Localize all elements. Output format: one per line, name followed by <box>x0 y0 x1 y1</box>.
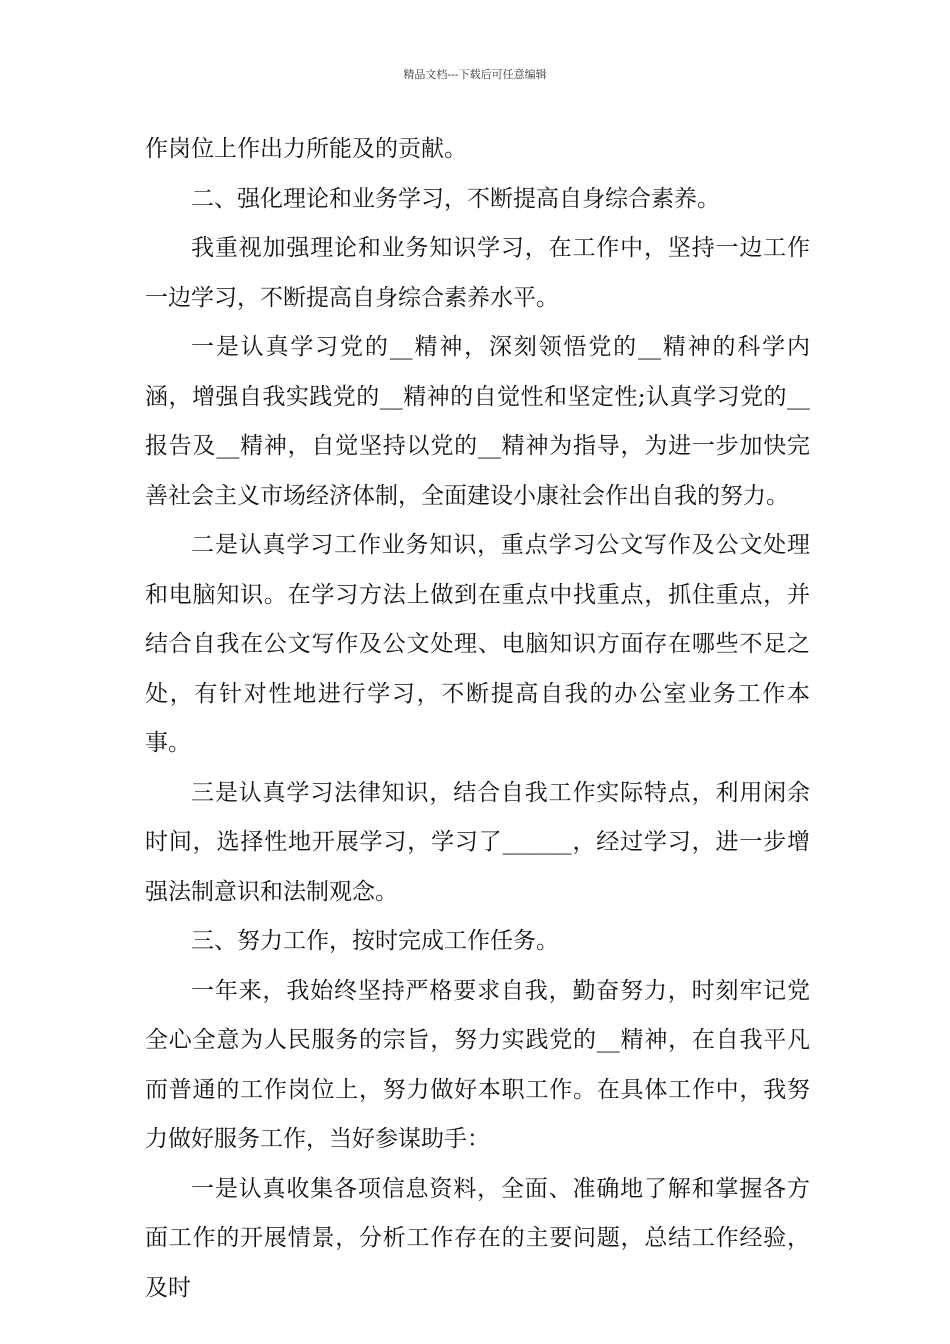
paragraph-8: 一年来，我始终坚持严格要求自我，勤奋努力，时刻牢记党全心全意为人民服务的宗旨，努力实践党的__精神，在自我平凡而普通的工作岗位上，努力做好本职工作。在具体工作中，我努力做好服务工作，当好参谋助手： <box>145 977 810 1152</box>
paragraph-6: 三是认真学习法律知识，结合自我工作实际特点，利用闲余时间，选择性地开展学习，学习了______，经过学习，进一步增强法制意识和法制观念。 <box>145 779 810 905</box>
page-header: 精品文档---下载后可任意编辑 <box>403 68 547 81</box>
section-heading-2: 二、强化理论和业务学习，不断提高自身综合素养。 <box>191 185 720 212</box>
section-heading-3: 三、努力工作，按时完成工作任务。 <box>191 928 559 954</box>
paragraph-5: 二是认真学习工作业务知识，重点学习公文写作及公文处理和电脑知识。在学习方法上做到在重点中找重点，抓住重点，并结合自我在公文写作及公文处理、电脑知识方面存在哪些不足之处，有针对性地进行学习，不断提高自我的办公室业务工作本事。 <box>145 532 810 756</box>
document-body <box>145 125 810 1313</box>
paragraph-4: 一是认真学习党的__精神，深刻领悟党的__精神的科学内涵，增强自我实践党的__精神的自觉性和坚定性;认真学习党的__报告及__精神，自觉坚持以党的__精神为指导，为进一步加快完善社会主义市场经济体制，全面建设小康社会作出自我的努力。 <box>145 334 810 509</box>
paragraph-9: 一是认真收集各项信息资料，全面、准确地了解和掌握各方面工作的开展情景，分析工作存在的主要问题，总结工作经验，及时 <box>145 1175 810 1301</box>
paragraph-3: 我重视加强理论和业务知识学习，在工作中，坚持一边工作一边学习，不断提高自身综合素养水平。 <box>145 235 810 311</box>
paragraph-1: 作岗位上作出力所能及的贡献。 <box>145 136 467 162</box>
